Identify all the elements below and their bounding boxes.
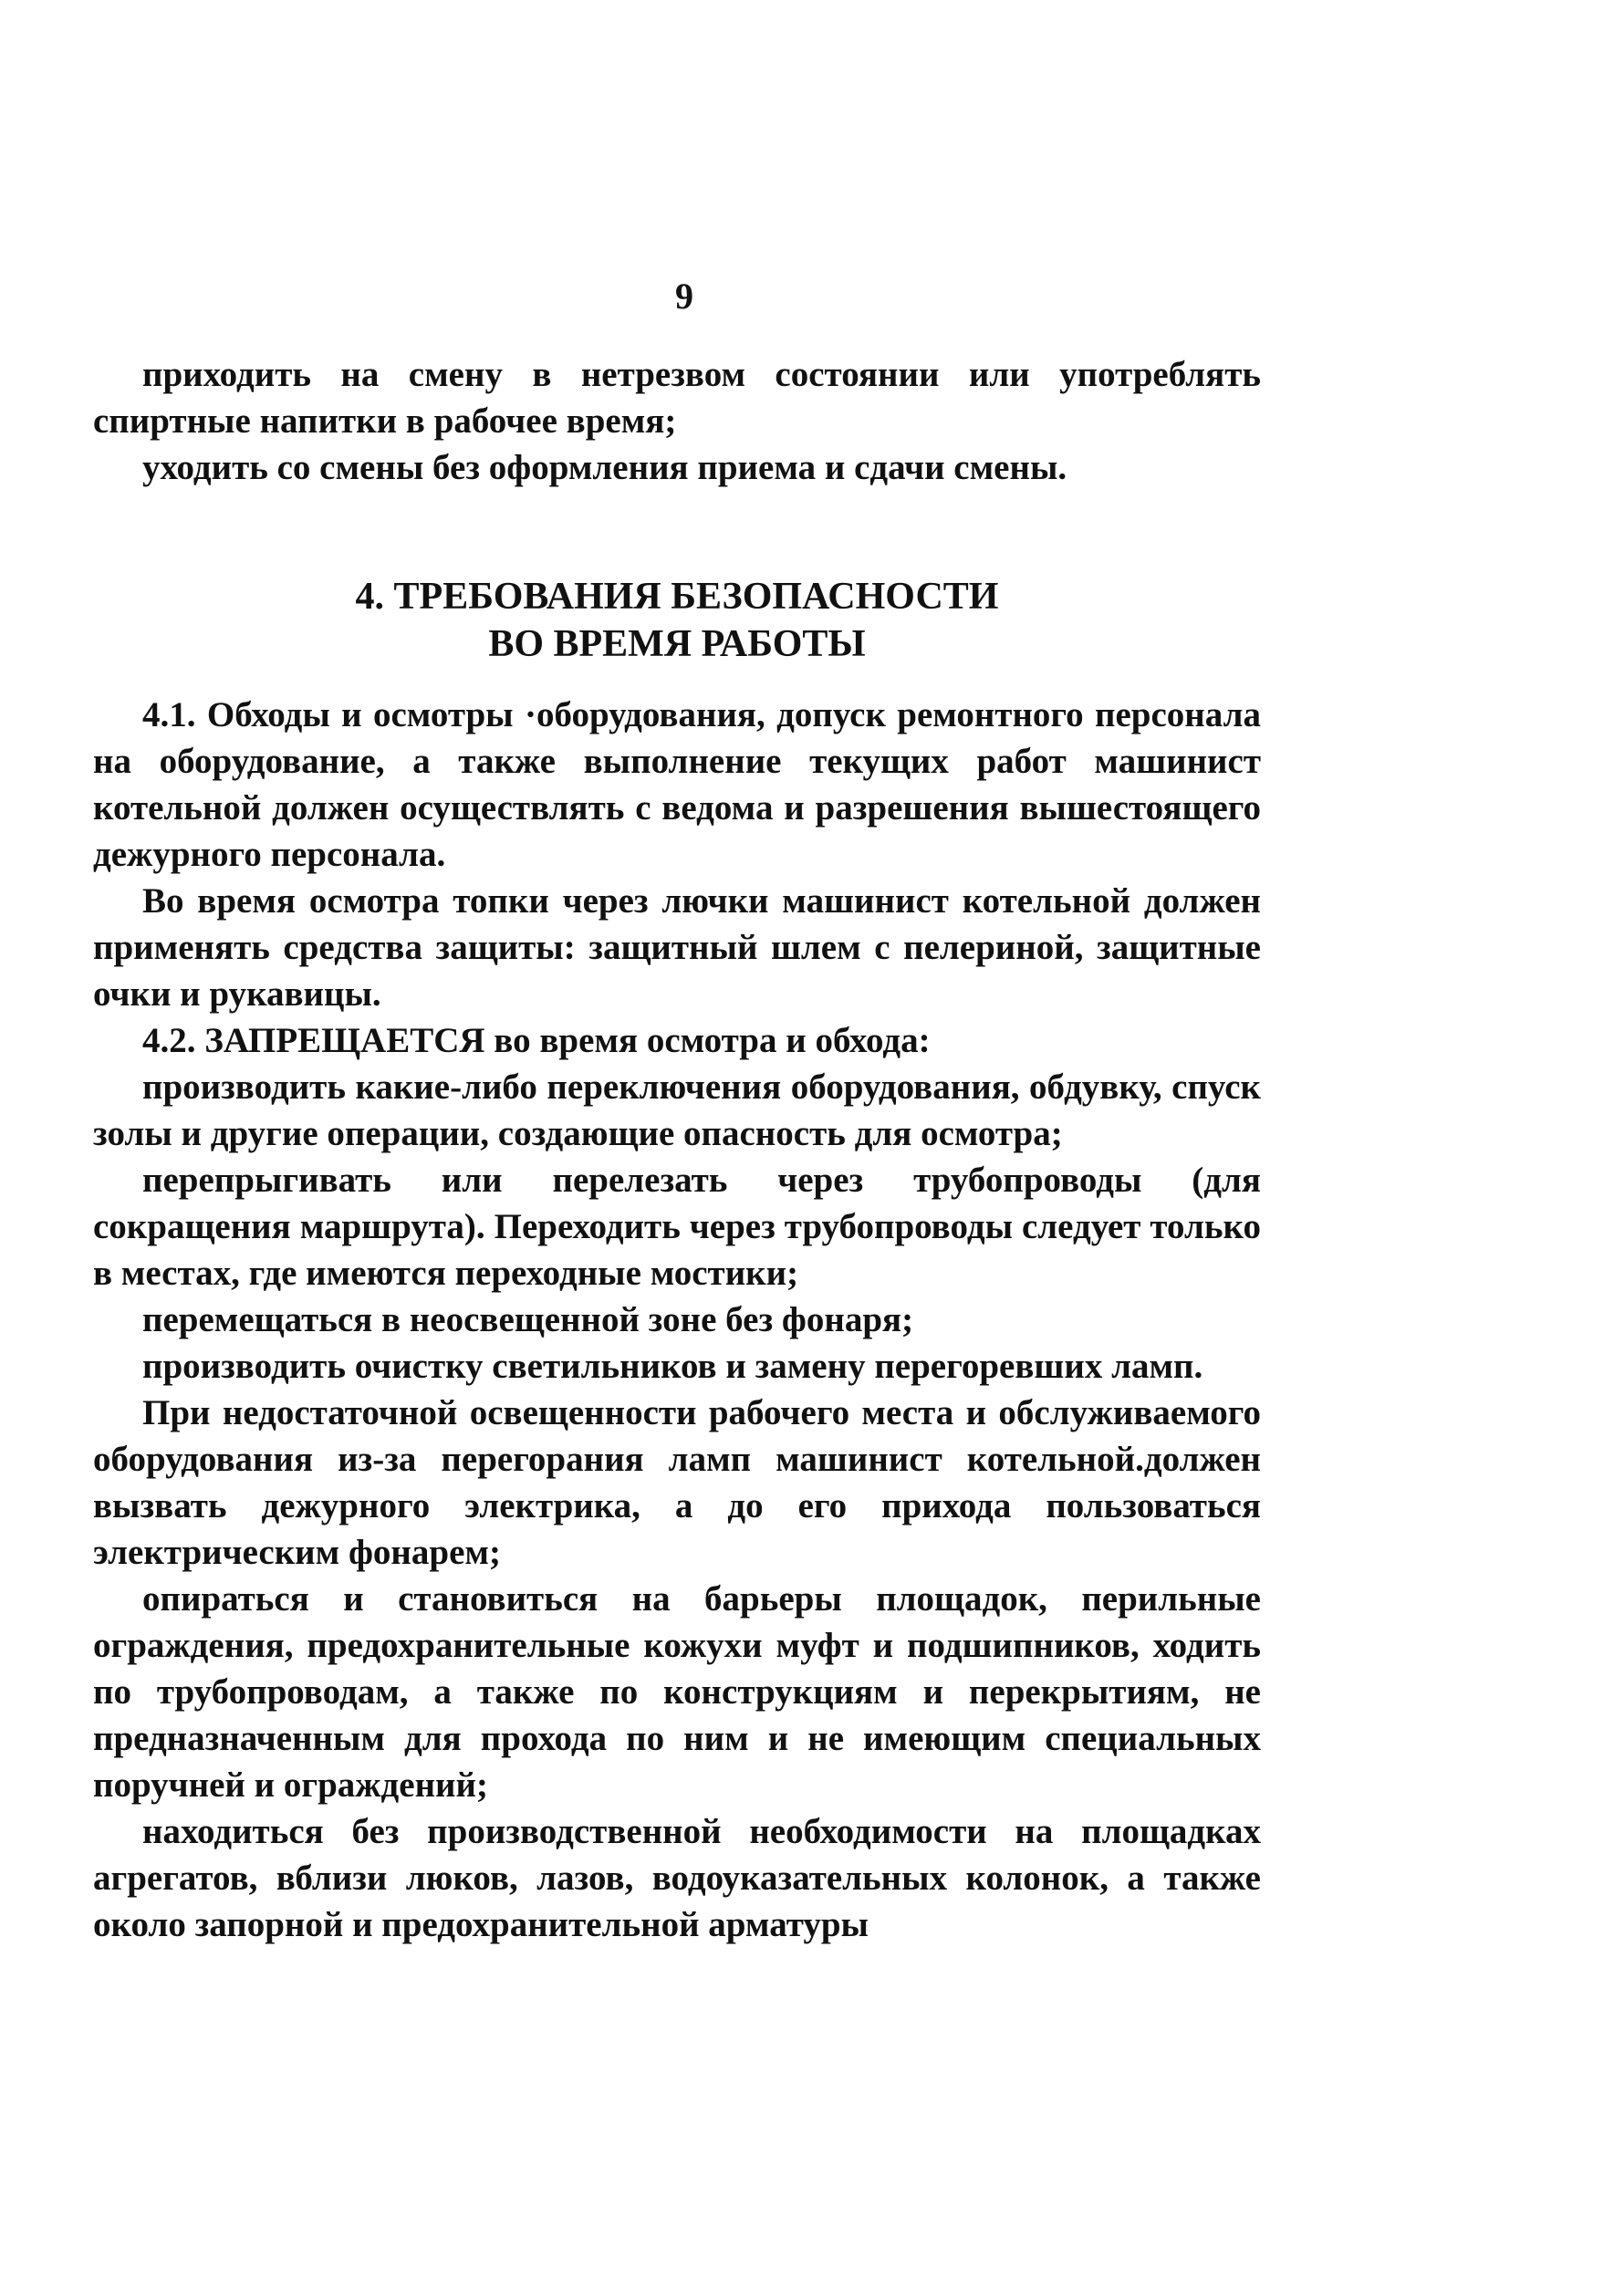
paragraph: уходить со смены без оформления приема и сдачи смены. — [142, 448, 1067, 487]
paragraph: находиться без производственной необходимости на площадках агрегатов, вблизи люков, лазов, водоуказательных колонок, а также около запорной и предохранительной арматуры — [93, 1812, 1261, 1944]
paragraph: перемещаться в неосвещенной зоне без фонаря; — [142, 1300, 914, 1339]
section-body — [93, 692, 1261, 1948]
paragraph: Во время осмотра топки через лючки машинист котельной должен применять средства защиты: защитный шлем с пелериной, защитные очки и рукавицы. — [93, 881, 1261, 1014]
paragraph: 4.2. ЗАПРЕЩАЕТСЯ во время осмотра и обхода: — [142, 1021, 931, 1060]
paragraph: При недостаточной освещенности рабочего места и обслуживаемого оборудования из-за перегорания ламп машинист котельной.должен вызвать дежурного электрика, а до его прихода пользоваться электрическим фонарем; — [93, 1393, 1261, 1572]
section-heading-line-2: ВО ВРЕМЯ РАБОТЫ — [488, 623, 866, 665]
paragraph: приходить на смену в нетрезвом состоянии или употреблять спиртные напитки в рабочее время; — [93, 355, 1261, 441]
paragraph: перепрыгивать или перелезать через трубопроводы (для сокращения маршрута). Переходить через трубопроводы следует только в местах, где имеются переходные мостики; — [93, 1161, 1261, 1293]
page-number: 9 — [675, 276, 693, 317]
paragraph: 4.1. Обходы и осмотры ·оборудования, допуск ремонтного персонала на оборудование, а также выполнение текущих работ машинист котельной должен осуществлять с ведома и разрешения вышестоящего дежурного персонала. — [93, 695, 1261, 874]
top-text-block — [93, 351, 1261, 491]
paragraph: производить очистку светильников и замену перегоревших ламп. — [142, 1347, 1203, 1386]
section-heading-line-1: 4. ТРЕБОВАНИЯ БЕЗОПАСНОСТИ — [355, 576, 999, 618]
paragraph: производить какие-либо переключения оборудования, обдувку, спуск золы и другие операции, создающие опасность для осмотра; — [93, 1067, 1261, 1153]
paragraph: опираться и становиться на барьеры площадок, перильные ограждения, предохранительные кожухи муфт и подшипников, ходить по трубопроводам, а также по конструкциям и перекрытиям, не предназначенным для прохода по ним и не имеющим специальных поручней и ограждений; — [93, 1579, 1261, 1805]
section-heading — [93, 573, 1261, 668]
